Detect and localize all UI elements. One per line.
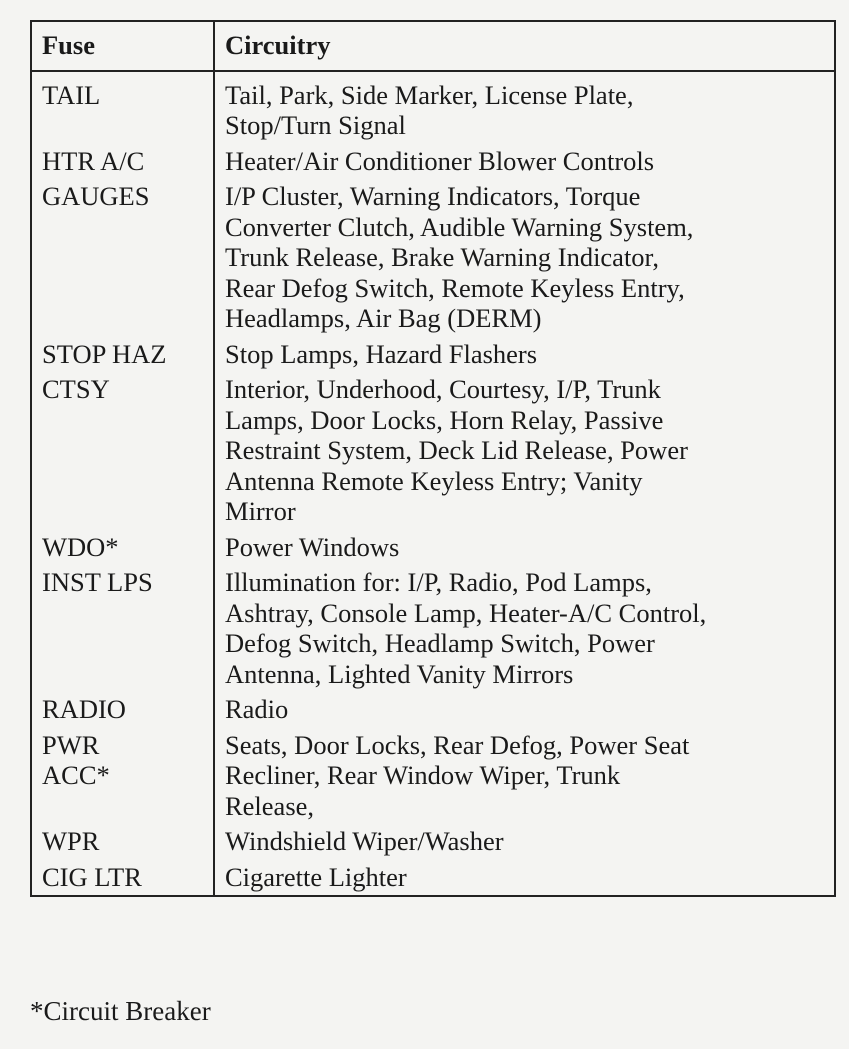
table-row: [31, 824, 835, 860]
fuse-cell: [31, 144, 214, 180]
table-row: [31, 179, 835, 337]
header-fuse: Fuse: [31, 21, 214, 71]
fuse-cell-line: CIG LTR: [42, 861, 142, 892]
circuitry-cell: [214, 860, 835, 897]
circuitry-cell-line: Ashtray, Console Lamp, Heater-A/C Control,: [225, 597, 707, 628]
table-row: [31, 71, 835, 144]
circuitry-cell-line: Stop/Turn Signal: [225, 110, 406, 140]
fuse-cell: [31, 337, 214, 373]
fuse-cell-line: STOP HAZ: [42, 338, 167, 369]
table-row: [31, 692, 835, 728]
fuse-cell-line: INST LPS: [42, 567, 153, 597]
circuitry-cell-line: Power Windows: [225, 531, 400, 562]
fuse-table: [30, 20, 836, 897]
circuitry-cell: [214, 179, 835, 337]
circuitry-cell-line: Restraint System, Deck Lid Release, Power: [225, 435, 688, 465]
circuitry-cell-line: Interior, Underhood, Courtesy, I/P, Trunk: [225, 374, 661, 404]
circuitry-cell-line: Trunk Release, Brake Warning Indicator,: [225, 242, 659, 272]
table-row: [31, 860, 835, 897]
circuitry-cell-line: Heater/Air Conditioner Blower Controls: [225, 145, 655, 176]
circuitry-cell-line: Rear Defog Switch, Remote Keyless Entry,: [225, 272, 685, 303]
circuitry-cell: [214, 71, 835, 144]
table-row: [31, 530, 835, 566]
fuse-cell: [31, 860, 214, 897]
circuitry-cell-line: Antenna Remote Keyless Entry; Vanity: [225, 465, 643, 496]
circuitry-cell: [214, 692, 835, 728]
circuitry-cell-line: Recliner, Rear Window Wiper, Trunk: [225, 760, 621, 790]
header-circuitry: Circuitry: [214, 21, 835, 71]
circuitry-cell-line: I/P Cluster, Warning Indicators, Torque: [225, 181, 641, 211]
table-row: [31, 144, 835, 180]
circuitry-cell-line: Headlamps, Air Bag (DERM): [225, 303, 542, 333]
fuse-cell: [31, 692, 214, 728]
circuitry-cell-line: Illumination for: I/P, Radio, Pod Lamps,: [225, 567, 652, 597]
fuse-cell: [31, 530, 214, 566]
fuse-cell: [31, 372, 214, 530]
circuitry-cell: [214, 530, 835, 566]
fuse-cell: [31, 728, 214, 825]
circuitry-cell-line: Cigarette Lighter: [225, 861, 407, 892]
circuitry-cell-line: Seats, Door Locks, Rear Defog, Power Seat: [225, 729, 690, 760]
fuse-cell-line: CTSY: [42, 374, 110, 404]
circuitry-cell: [214, 144, 835, 180]
table-row: [31, 337, 835, 373]
circuitry-cell-line: Antenna, Lighted Vanity Mirrors: [225, 658, 574, 689]
circuitry-cell-line: Windshield Wiper/Washer: [225, 826, 504, 856]
circuitry-cell-line: Converter Clutch, Audible Warning System,: [225, 211, 694, 242]
circuitry-cell-line: Radio: [225, 694, 289, 724]
fuse-cell-line: HTR A/C: [42, 145, 145, 176]
table-body: [31, 71, 835, 897]
fuse-cell-line: ACC*: [42, 760, 110, 790]
fuse-cell: [31, 824, 214, 860]
circuitry-cell-line: Release,: [225, 790, 315, 821]
fuse-cell-line: GAUGES: [42, 181, 150, 211]
fuse-cell-line: WDO*: [42, 531, 119, 562]
fuse-cell-line: PWR: [42, 729, 100, 760]
header-row: [31, 21, 835, 71]
fuse-cell: [31, 565, 214, 692]
table-row: [31, 728, 835, 825]
circuitry-cell-line: Defog Switch, Headlamp Switch, Power: [225, 628, 655, 658]
fuse-cell-line: TAIL: [42, 79, 101, 110]
circuitry-cell: [214, 337, 835, 373]
circuitry-cell: [214, 824, 835, 860]
fuse-cell: [31, 71, 214, 144]
table-row: [31, 372, 835, 530]
circuitry-cell-line: Mirror: [225, 496, 296, 526]
footnote: *Circuit Breaker: [30, 996, 211, 1026]
fuse-cell-line: WPR: [42, 826, 100, 856]
circuitry-cell-line: Lamps, Door Locks, Horn Relay, Passive: [225, 404, 664, 435]
circuitry-cell: [214, 565, 835, 692]
circuitry-cell: [214, 728, 835, 825]
fuse-cell-line: RADIO: [42, 694, 126, 724]
circuitry-cell-line: Tail, Park, Side Marker, License Plate,: [225, 79, 634, 110]
table-row: [31, 565, 835, 692]
fuse-cell: [31, 179, 214, 337]
circuitry-cell: [214, 372, 835, 530]
circuitry-cell-line: Stop Lamps, Hazard Flashers: [225, 338, 538, 369]
